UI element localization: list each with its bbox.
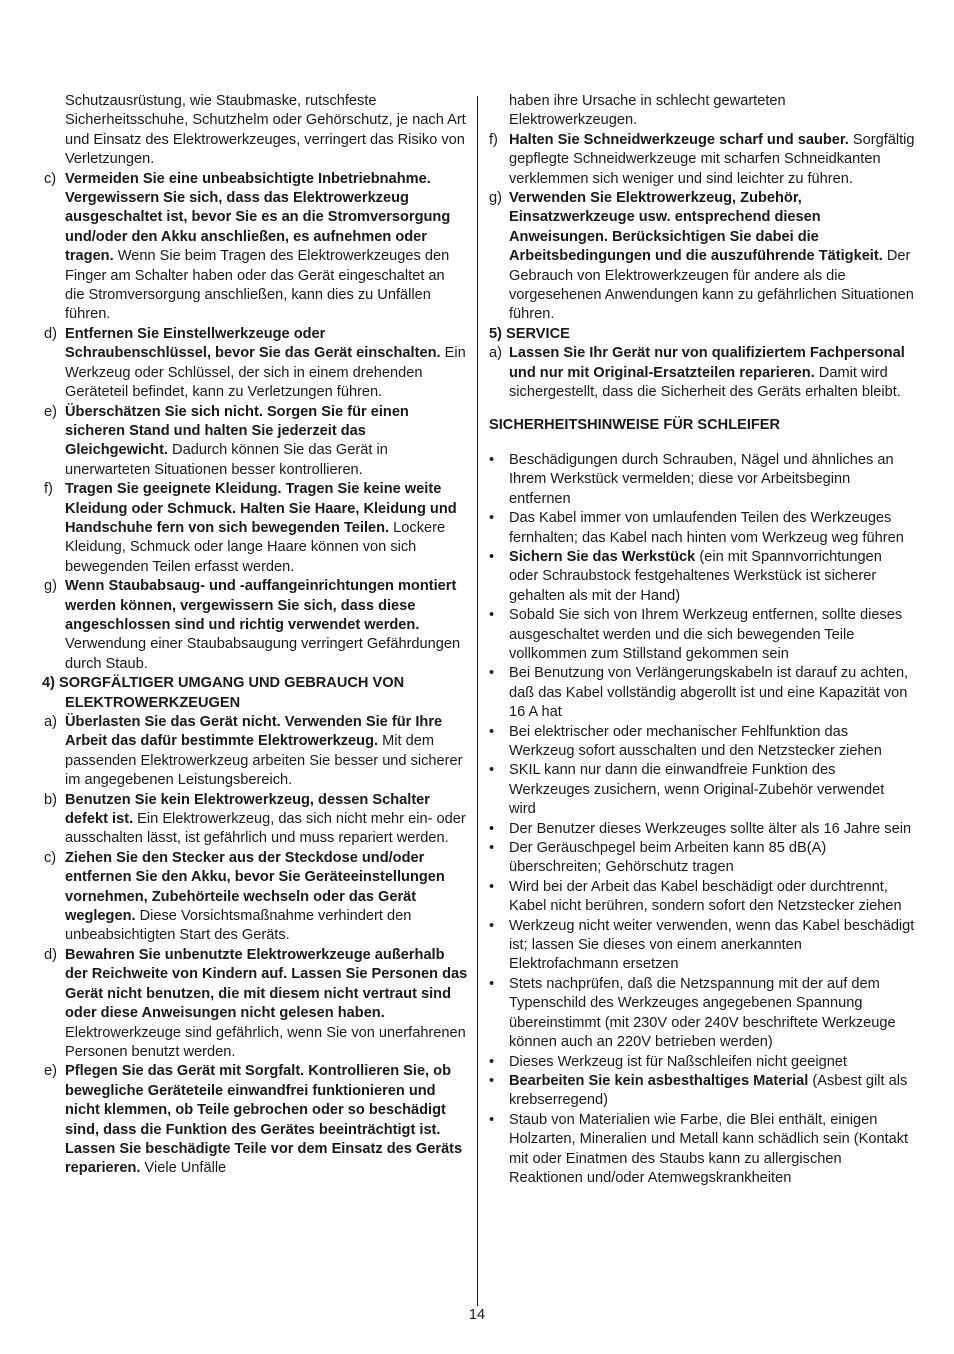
list-item — [42, 946, 468, 1062]
bullet-icon: • — [489, 762, 495, 779]
list-item — [42, 713, 468, 791]
section-5-items — [489, 344, 915, 402]
page-number: 14 — [468, 1307, 486, 1323]
bullet-text: Das Kabel immer von umlaufenden Teilen des Werkzeuges fernhalten; das Kabel nach hinten vom Werkzeug weg führen — [509, 510, 904, 546]
bullet-text: Wird bei der Arbeit das Kabel beschädigt oder durchtrennt, Kabel nicht berühren, sondern sofort den Netzstecker ziehen — [509, 878, 902, 915]
bullet-icon: • — [489, 723, 495, 740]
item-bold-text: Überschätzen Sie sich nicht. Sorgen Sie für einen sicheren Stand und halten Sie jederzeit das Gleichgewicht. — [65, 403, 409, 459]
bullet-text: Stets nachprüfen, daß die Netzspannung mit der auf dem Typenschild des Werkzeuges angegebenen Spannung übereinstimmt (mit 230V oder 240V beschriftete Werkzeuge können auch an 220V betrieben werden) — [509, 975, 896, 1051]
intro-paragraph: Schutzausrüstung, wie Staubmaske, rutschfeste Sicherheitsschuhe, Schutzhelm oder Gehörschutz, je nach Art und Einsatz des Elektrowerkzeuges, verringert das Risiko von Verletzungen. — [65, 93, 466, 168]
bullet-icon: • — [489, 917, 495, 934]
bullet-icon: • — [489, 607, 495, 624]
bullet-item — [489, 723, 915, 762]
item-text: Sorgfältig gepflegte Schneidwerkzeuge mit scharfen Schneidkanten verklemmen sich weniger und sind leichter zu führen. — [509, 131, 915, 187]
section-3-items — [42, 170, 468, 675]
item-bold-text: Tragen Sie geeignete Kleidung. Tragen Sie keine weite Kleidung oder Schmuck. Halten Sie Haare, Kleidung und Handschuhe fern von sich bewegenden Teilen. — [65, 481, 457, 536]
bullet-icon: • — [489, 548, 495, 565]
bullet-text: Staub von Materialien wie Farbe, die Blei enthält, einigen Holzarten, Mineralien und Metall kann schädlich sein (Kontakt mit oder Einatmen des Staubs kann zu allergischen Reaktionen und/oder Atemwegskrankheiten — [509, 1111, 909, 1186]
item-letter: b) — [44, 791, 57, 808]
grinder-safety-list — [489, 451, 915, 1188]
bullet-text: Werkzeug nicht weiter verwenden, wenn das Kabel beschädigt ist; lassen Sie dieses von einem anerkannten Elektrofachmann ersetzen — [509, 917, 915, 973]
bullet-item — [489, 451, 915, 509]
bullet-text: Bei elektrischer oder mechanischer Fehlfunktion das Werkzeug sofort ausschalten und den Netzstecker ziehen — [509, 723, 882, 759]
bullet-text: SKIL kann nur dann die einwandfreie Funktion des Werkzeuges zusichern, wenn Original-Zubehör verwendet wird — [509, 762, 885, 818]
bullet-item — [489, 975, 915, 1053]
bullet-item — [489, 1053, 915, 1072]
list-item — [42, 1062, 468, 1178]
item-text: Ein Elektrowerkzeug, das sich nicht mehr ein- oder ausschalten lässt, ist gefährlich und muss repariert werden. — [65, 811, 466, 847]
item-text: Verwendung einer Staubabsaugung verringert Gefährdungen durch Staub. — [65, 636, 461, 672]
right-column — [489, 92, 915, 1188]
bullet-text: (ein mit Spannvorrichtungen oder Schraubstock festgehaltenes Werkstück ist sicherer gehalten als mit der Hand) — [509, 548, 882, 604]
item-bold-text: Pflegen Sie das Gerät mit Sorgfalt. Kontrollieren Sie, ob bewegliche Geräteteile einwandfrei funktionieren und nicht klemmen, ob Teile gebrochen oder so beschädigt sind, dass die Funktion des Gerätes beeinträchtigt ist. Lassen Sie beschädigte Teile vor dem Einsatz des Geräts reparieren. — [65, 1063, 463, 1177]
bullet-icon: • — [489, 510, 495, 527]
item-letter: a) — [489, 345, 502, 362]
section-4-items — [42, 713, 468, 1179]
item-text: Der Gebrauch von Elektrowerkzeugen für andere als die vorgesehenen Anwendungen kann zu gefährlichen Situationen führen. — [509, 248, 914, 323]
item-letter: e) — [44, 403, 57, 420]
item-bold-text: Halten Sie Schneidwerkzeuge scharf und sauber. — [509, 131, 849, 148]
item-letter: f) — [489, 131, 498, 148]
list-item — [489, 344, 915, 402]
bullet-bold-text: Sichern Sie das Werkstück — [509, 548, 696, 565]
item-text: Wenn Sie beim Tragen des Elektrowerkzeuges den Finger am Schalter haben oder das Gerät eingeschaltet an die Stromversorgung anschließen, kann dies zu Unfällen führen. — [65, 248, 450, 323]
bullet-text: Beschädigungen durch Schrauben, Nägel und ähnliches an Ihrem Werkstück vermelden; diese vor Arbeitsbeginn entfernen — [509, 451, 894, 507]
item-bold-text: Überlasten Sie das Gerät nicht. Verwenden Sie für Ihre Arbeit das dafür bestimmte Elektrowerkzeug. — [65, 714, 443, 750]
section-4-heading: 4) SORGFÄLTIGER UMGANG UND GEBRAUCH VON ELEKTROWERKZEUGEN — [42, 675, 405, 711]
item-text: Diese Vorsichtsmaßnahme verhindert den unbeabsichtigten Start des Geräts. — [65, 908, 412, 944]
list-item — [42, 403, 468, 481]
item-letter: d) — [44, 325, 57, 342]
list-item — [489, 131, 915, 189]
list-item — [42, 849, 468, 946]
item-letter: c) — [44, 849, 57, 866]
list-item — [42, 577, 468, 674]
item-bold-text: Vermeiden Sie eine unbeabsichtigte Inbetriebnahme. Vergewissern Sie sich, dass das Elektrowerkzeug ausgeschaltet ist, bevor Sie es an die Stromversorgung und/oder den Akku anschließen, es aufnehmen oder tragen. — [65, 170, 451, 265]
bullet-icon: • — [489, 1053, 495, 1070]
bullet-item — [489, 664, 915, 722]
item-letter: g) — [489, 190, 502, 207]
bullet-icon: • — [489, 840, 495, 857]
list-item — [42, 170, 468, 325]
item-bold-text: Lassen Sie Ihr Gerät nur von qualifiziertem Fachpersonal und nur mit Original-Ersatzteilen reparieren. — [509, 345, 905, 381]
bullet-icon: • — [489, 878, 495, 895]
item-text: Viele Unfälle — [140, 1160, 227, 1177]
section-5-heading: 5) SERVICE — [489, 325, 570, 342]
item-letter: a) — [44, 714, 57, 730]
bullet-text: Dieses Werkzeug ist für Naßschleifen nicht geeignet — [509, 1053, 847, 1070]
column-divider — [477, 96, 478, 1306]
bullet-text: Bei Benutzung von Verlängerungskabeln ist darauf zu achten, daß das Kabel vollständig abgerollt ist und eine Kapazität von 16 A hat — [509, 665, 909, 721]
item-bold-text: Verwenden Sie Elektrowerkzeug, Zubehör, Einsatzwerkzeuge usw. entsprechend diesen Anweisungen. Berücksichtigen Sie dabei die Arbeitsbedingungen und die auszuführende Tätigkeit. — [509, 190, 883, 265]
continuation-paragraph: haben ihre Ursache in schlecht gewarteten Elektrowerkzeugen. — [509, 93, 786, 129]
bullet-icon: • — [489, 1072, 495, 1089]
item-text: Dadurch können Sie das Gerät in unerwarteten Situationen besser kontrollieren. — [65, 442, 388, 478]
bullet-text: Der Benutzer dieses Werkzeuges sollte älter als 16 Jahre sein — [509, 820, 912, 837]
section-4-items-continued — [489, 131, 915, 325]
list-item — [42, 325, 468, 403]
list-item — [489, 189, 915, 325]
list-item — [42, 480, 468, 577]
bullet-item — [489, 878, 915, 917]
item-bold-text: Entfernen Sie Einstellwerkzeuge oder Schraubenschlüssel, bevor Sie das Gerät einschalten. — [65, 325, 441, 362]
item-text: Elektrowerkzeuge sind gefährlich, wenn Sie von unerfahrenen Personen benutzt werden. — [65, 1024, 466, 1060]
bullet-text: (Asbest gilt als krebserregend) — [509, 1072, 908, 1109]
bullet-icon: • — [489, 975, 495, 992]
bullet-icon: • — [489, 1111, 495, 1128]
bullet-icon: • — [489, 665, 495, 682]
item-text: Lockere Kleidung, Schmuck oder lange Haare können von sich bewegenden Teilen erfasst werden. — [65, 519, 446, 575]
bullet-bold-text: Bearbeiten Sie kein asbesthaltiges Material — [509, 1072, 809, 1089]
item-letter: g) — [44, 578, 57, 595]
item-text: Damit wird sichergestellt, dass die Sicherheit des Geräts erhalten bleibt. — [509, 364, 901, 401]
bullet-text: Sobald Sie sich von Ihrem Werkzeug entfernen, sollte dieses ausgeschaltet werden und die sich bewegenden Teile vollkommen zum Stillstand gekommen sein — [509, 607, 903, 662]
list-item — [42, 791, 468, 849]
item-bold-text: Bewahren Sie unbenutzte Elektrowerkzeuge außerhalb der Reichweite von Kindern auf. Lassen Sie Personen das Gerät nicht benutzen, die mit diesem nicht vertraut sind oder diese Anweisungen nicht gelesen haben. — [65, 946, 468, 1022]
item-letter: f) — [44, 481, 53, 498]
bullet-item — [489, 820, 915, 839]
bullet-item — [489, 548, 915, 606]
grinder-safety-heading: SICHERHEITSHINWEISE FÜR SCHLEIFER — [489, 416, 781, 433]
item-letter: c) — [44, 170, 57, 187]
item-text: Mit dem passenden Elektrowerkzeug arbeiten Sie besser und sicherer im angegebenen Leistungsbereich. — [65, 733, 463, 789]
bullet-item — [489, 509, 915, 548]
item-text: Ein Werkzeug oder Schlüssel, der sich in einem drehenden Geräteteil befindet, kann zu Verletzungen führen. — [65, 345, 466, 401]
bullet-icon: • — [489, 451, 495, 468]
item-bold-text: Benutzen Sie kein Elektrowerkzeug, dessen Schalter defekt ist. — [65, 791, 430, 828]
bullet-item — [489, 1072, 915, 1111]
left-column — [42, 92, 468, 1179]
bullet-item — [489, 839, 915, 878]
bullet-text: Der Geräuschpegel beim Arbeiten kann 85 dB(A) überschreiten; Gehörschutz tragen — [509, 840, 827, 876]
bullet-item — [489, 761, 915, 819]
bullet-item — [489, 1111, 915, 1189]
item-bold-text: Wenn Staubabsaug- und -auffangeinrichtungen montiert werden können, vergewissern Sie sich, dass diese angeschlossen sind und richtig verwendet werden. — [65, 578, 457, 633]
item-letter: e) — [44, 1063, 57, 1080]
bullet-item — [489, 917, 915, 975]
bullet-icon: • — [489, 820, 495, 837]
item-letter: d) — [44, 946, 57, 963]
item-bold-text: Ziehen Sie den Stecker aus der Steckdose und/oder entfernen Sie den Akku, bevor Sie Geräteeinstellungen vornehmen, Zubehörteile wechseln oder das Gerät weglegen. — [65, 849, 445, 925]
bullet-item — [489, 606, 915, 664]
